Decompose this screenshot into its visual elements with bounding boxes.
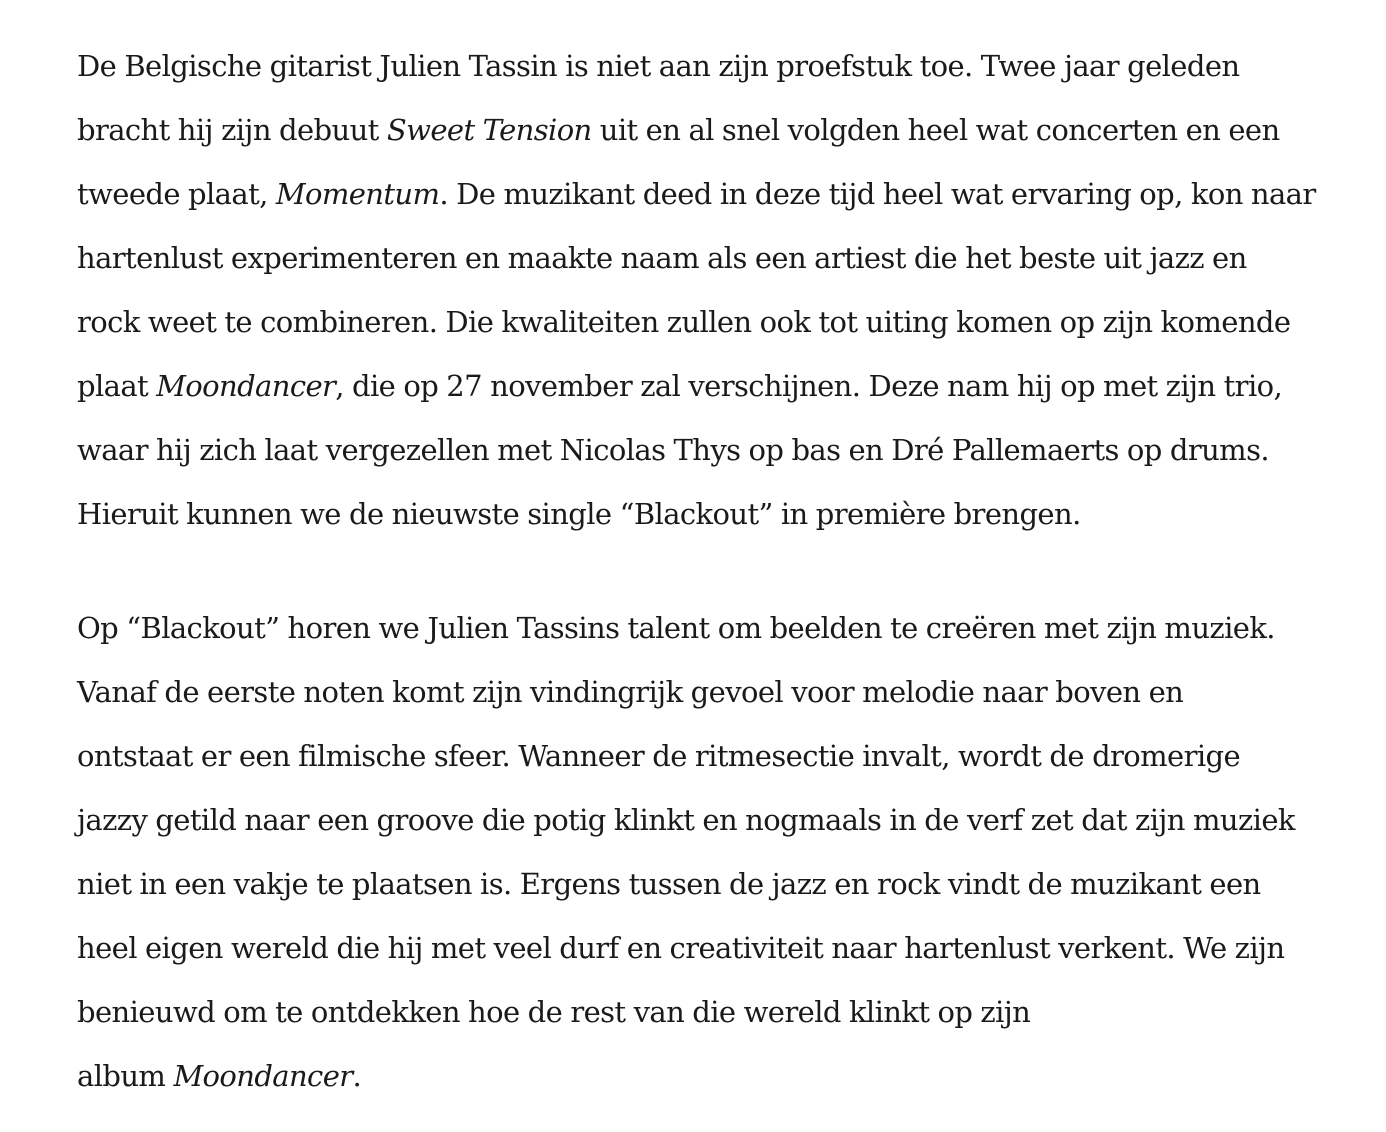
text-run: album bbox=[77, 1059, 174, 1093]
text-run: waar hij zich laat vergezellen met Nicolas Thys op bas en Dré Pallemaerts op drums. bbox=[77, 433, 1269, 467]
paragraph-line bbox=[77, 34, 1327, 98]
text-run: uit en al snel volgden heel wat concerten en een bbox=[591, 113, 1280, 147]
paragraph-line bbox=[77, 226, 1327, 290]
paragraph-line bbox=[77, 724, 1327, 788]
text-run: Hieruit kunnen we de nieuwste single “Blackout” in première brengen. bbox=[77, 497, 1081, 531]
paragraph-line bbox=[77, 660, 1327, 724]
text-run: benieuwd om te ontdekken hoe de rest van die wereld klinkt op zijn bbox=[77, 995, 1031, 1029]
text-run: plaat bbox=[77, 369, 157, 403]
paragraph-line bbox=[77, 980, 1327, 1044]
paragraph-line bbox=[77, 596, 1327, 660]
paragraph-line bbox=[77, 1044, 1327, 1108]
paragraph-line bbox=[77, 916, 1327, 980]
paragraph-review bbox=[77, 596, 1327, 1108]
text-run: rock weet te combineren. Die kwaliteiten zullen ook tot uiting komen op zijn komende bbox=[77, 305, 1291, 339]
text-run: jazzy getild naar een groove die potig klinkt en nogmaals in de verf zet dat zijn muziek bbox=[77, 803, 1295, 837]
paragraph-line bbox=[77, 290, 1327, 354]
text-run: tweede plaat, bbox=[77, 177, 276, 211]
text-run: , die op 27 november zal verschijnen. Deze nam hij op met zijn trio, bbox=[335, 369, 1283, 403]
paragraph-line bbox=[77, 162, 1327, 226]
paragraph-line bbox=[77, 418, 1327, 482]
album-title-moondancer: Moondancer bbox=[173, 1059, 353, 1093]
text-run: De Belgische gitarist Julien Tassin is niet aan zijn proefstuk toe. Twee jaar geleden bbox=[77, 49, 1240, 83]
article-body bbox=[77, 34, 1327, 1108]
paragraph-intro bbox=[77, 34, 1327, 546]
text-run: Vanaf de eerste noten komt zijn vindingrijk gevoel voor melodie naar boven en bbox=[77, 675, 1184, 709]
text-run: Op “Blackout” horen we Julien Tassins talent om beelden te creëren met zijn muziek. bbox=[77, 611, 1275, 645]
paragraph-line bbox=[77, 354, 1327, 418]
text-run: ontstaat er een filmische sfeer. Wanneer de ritmesectie invalt, wordt de dromerige bbox=[77, 739, 1241, 773]
paragraph-line bbox=[77, 788, 1327, 852]
text-run: . De muzikant deed in deze tijd heel wat ervaring op, kon naar bbox=[439, 177, 1316, 211]
paragraph-line bbox=[77, 98, 1327, 162]
text-run: . bbox=[352, 1059, 362, 1093]
album-title-momentum: Momentum bbox=[275, 177, 440, 211]
text-run: hartenlust experimenteren en maakte naam als een artiest die het beste uit jazz en bbox=[77, 241, 1247, 275]
album-title-sweet-tension: Sweet Tension bbox=[386, 113, 592, 147]
paragraph-line bbox=[77, 852, 1327, 916]
paragraph-line bbox=[77, 482, 1327, 546]
album-title-moondancer: Moondancer bbox=[156, 369, 336, 403]
text-run: bracht hij zijn debuut bbox=[77, 113, 387, 147]
text-run: niet in een vakje te plaatsen is. Ergens tussen de jazz en rock vindt de muzikant een bbox=[77, 867, 1261, 901]
text-run: heel eigen wereld die hij met veel durf en creativiteit naar hartenlust verkent. We zijn bbox=[77, 931, 1285, 965]
